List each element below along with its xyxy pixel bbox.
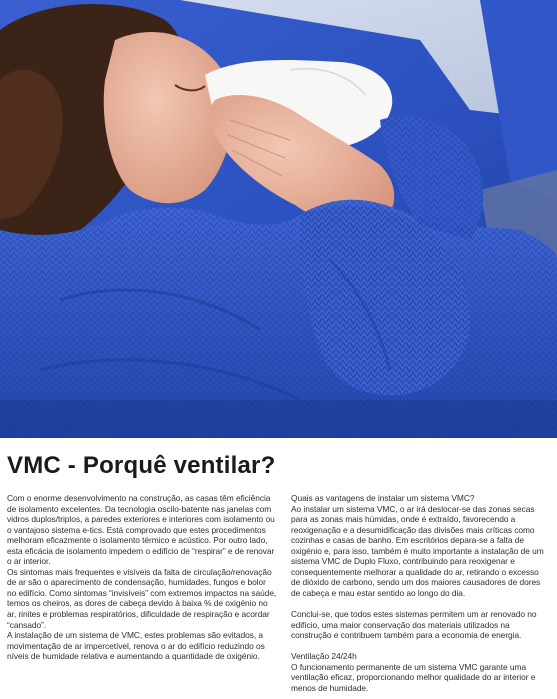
left-paragraph: Com o enorme desenvolvimento na construção, as casas têm eficiência de isolamento excelentes. Da tecnologia oscilo-batente nas janelas com vidros duplos/triplos, a paredes exteriores e interiores com isolamento ou o vantajoso sistema e-tics. Está comprovado que estes procedimentos melhoram eficazmente o isolamento térmico e acústico. Por outro lado, esta eficácia de isolamento impedem o edifício de “respirar” e de renovar o ar interior.: [7, 493, 275, 567]
right-paragraph: Conclui-se, que todos estes sistemas permitem um ar renovado no edifício, uma maior conservação dos materiais utilizados na construção e contribuem também para a economia de energia.: [291, 608, 537, 641]
left-paragraph: A instalação de um sistema de VMC, estes problemas são evitados, a movimentação de ar impercetível, renova o ar do edifício reduzindo os níveis de humidade relativa e aumentando a quantidade de oxigénio.: [7, 630, 265, 662]
right-subheading: Ventilação 24/24h: [291, 651, 357, 662]
left-paragraph: Os sintomas mais frequentes e visíveis da falta de circulação/renovação de ar são o aparecimento de condensação, humidades, fungos e bolor no edifício. Como sintomas “invisíveis” com extremos impactos na saúde, temos os cheiros, as dores de cabeça devido à baixa % de oxigénio no ar, rinites e problemas respiratórios, dificuldade de respiração e acordar “cansado”.: [7, 566, 277, 630]
article-title: VMC - Porquê ventilar?: [7, 452, 276, 479]
right-question-heading: Quais as vantagens de instalar um sistema VMC?: [291, 493, 475, 503]
right-paragraph: O funcionamento permanente de um sistema VMC garante uma ventilação eficaz, proporcionando melhor qualidade do ar interior e menos de humidade.: [291, 661, 536, 693]
article-left-column: [7, 493, 277, 662]
article-right-column: [291, 493, 549, 693]
right-paragraph: Ao instalar um sistema VMC, o ar irá deslocar-se das zonas secas para as zonas mais húmidas, onde é extraído, favorecendo a reoxigenação e a desumidificação das divisões mais críticas como cozinhas e casas de banho. Em escritórios depara-se a falta de oxigénio e, para isso, também é muito importante a instalação de um sistema VMC de Duplo Fluxo, contribuindo para reoxigenar e consequentemente melhorar a qualidade do ar, retirando o excesso de dióxido de carbono, sendo um dos maiores causadores de dores de cabeça e mau estar sentido ao longo do dia.: [291, 503, 544, 598]
